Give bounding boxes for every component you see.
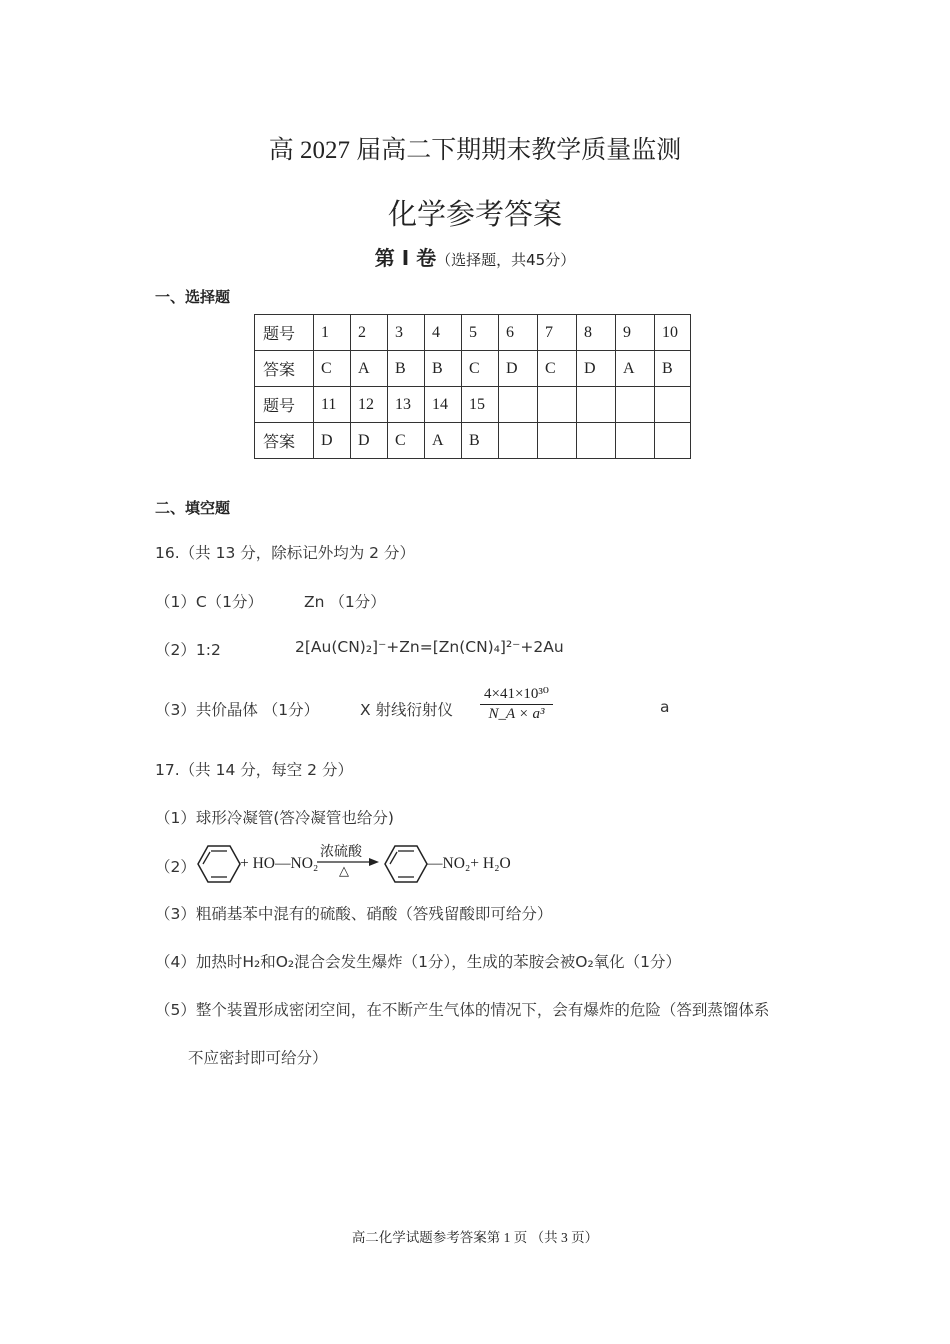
table-cell: 2 <box>351 315 388 351</box>
q16-title: 16.（共 13 分，除标记外均为 2 分） <box>155 544 415 562</box>
volume-note: （选择题，共45分） <box>436 251 576 269</box>
table-cell: 10 <box>655 315 691 351</box>
answer-table <box>254 314 691 459</box>
table-cell: A <box>616 351 655 387</box>
table-cell: 14 <box>425 387 462 423</box>
q16-part3-answer-b: X 射线衍射仪 <box>360 701 454 719</box>
benzene-ring-icon <box>196 843 242 885</box>
table-cell: C <box>388 423 425 459</box>
table-cell <box>499 423 538 459</box>
q17-part2-prefix: （2） <box>155 858 196 876</box>
table-cell: 11 <box>314 387 351 423</box>
table-cell: D <box>314 423 351 459</box>
table-cell: C <box>538 351 577 387</box>
document-title: 高 2027 届高二下期期末教学质量监测 <box>268 137 682 164</box>
section1-heading: 一、选择题 <box>155 288 231 306</box>
page-footer: 高二化学试题参考答案第 1 页 （共 3 页） <box>351 1230 599 1245</box>
table-cell: 13 <box>388 387 425 423</box>
volume-heading <box>0 242 950 271</box>
q17-part3-answer: （3）粗硝基苯中混有的硫酸、硝酸（答残留酸即可给分） <box>155 905 553 923</box>
table-cell: C <box>462 351 499 387</box>
table-cell: D <box>499 351 538 387</box>
table-cell: B <box>655 351 691 387</box>
table-cell <box>499 387 538 423</box>
row-label: 答案 <box>255 423 314 459</box>
table-cell: 6 <box>499 315 538 351</box>
table-cell: 8 <box>577 315 616 351</box>
table-cell: 1 <box>314 315 351 351</box>
row-label: 题号 <box>255 387 314 423</box>
q17-title: 17.（共 14 分，每空 2 分） <box>155 761 353 779</box>
table-cell <box>577 423 616 459</box>
fraction-denominator: N_A × a³ <box>488 706 545 722</box>
table-cell: A <box>425 423 462 459</box>
table-row <box>255 423 691 459</box>
q16-part2-answer-a: （2）1:2 <box>155 641 221 659</box>
q16-part3-answer-c: a <box>660 698 670 716</box>
table-cell <box>616 423 655 459</box>
table-cell: B <box>425 351 462 387</box>
table-cell: 12 <box>351 387 388 423</box>
row-label: 答案 <box>255 351 314 387</box>
table-row <box>255 387 691 423</box>
table-cell: 4 <box>425 315 462 351</box>
table-cell: 7 <box>538 315 577 351</box>
reaction-products: —NO₂+ H₂O <box>427 855 511 872</box>
formula-fraction <box>480 684 553 723</box>
table-cell: 15 <box>462 387 499 423</box>
q17-part1-answer: （1）球形冷凝管(答冷凝管也给分) <box>155 809 394 827</box>
section2-heading: 二、填空题 <box>155 499 231 517</box>
table-cell <box>655 387 691 423</box>
table-cell <box>538 387 577 423</box>
table-cell: B <box>462 423 499 459</box>
q17-part4-answer: （4）加热时H₂和O₂混合会发生爆炸（1分），生成的苯胺会被O₂氧化（1分） <box>155 953 682 971</box>
table-cell <box>577 387 616 423</box>
table-cell: 9 <box>616 315 655 351</box>
table-cell: 3 <box>388 315 425 351</box>
density-formula <box>480 684 553 723</box>
row-label: 题号 <box>255 315 314 351</box>
table-cell: D <box>351 423 388 459</box>
table-cell: 5 <box>462 315 499 351</box>
table-cell: C <box>314 351 351 387</box>
nitrobenzene-ring-icon <box>383 843 429 885</box>
document-subtitle: 化学参考答案 <box>387 197 562 231</box>
table-cell: D <box>577 351 616 387</box>
q16-part1-answer-b: Zn （1分） <box>304 593 386 611</box>
table-cell <box>616 387 655 423</box>
q16-part3-answer-a: （3）共价晶体 （1分） <box>155 701 320 719</box>
table-cell <box>538 423 577 459</box>
table-cell: B <box>388 351 425 387</box>
q17-part5-answer-line2: 不应密封即可给分） <box>188 1049 328 1067</box>
nitric-acid-reagent: + HO—NO₂ <box>240 855 319 872</box>
table-cell <box>655 423 691 459</box>
table-row <box>255 351 691 387</box>
q17-part5-answer-line1: （5）整个装置形成密闭空间，在不断产生气体的情况下，会有爆炸的危险（答到蒸馏体系 <box>155 1001 770 1019</box>
reaction-catalyst: 浓硫酸 <box>320 844 362 860</box>
table-row <box>255 315 691 351</box>
q16-part2-equation: 2[Au(CN)₂]⁻+Zn=[Zn(CN)₄]²⁻+2Au <box>295 638 564 656</box>
heat-symbol: △ <box>339 864 349 879</box>
volume-label: 第 Ⅰ 卷 <box>374 246 437 270</box>
q16-part1-answer-a: （1）C（1分） <box>155 593 264 611</box>
fraction-numerator: 4×41×10³⁰ <box>480 684 553 705</box>
table-cell: A <box>351 351 388 387</box>
